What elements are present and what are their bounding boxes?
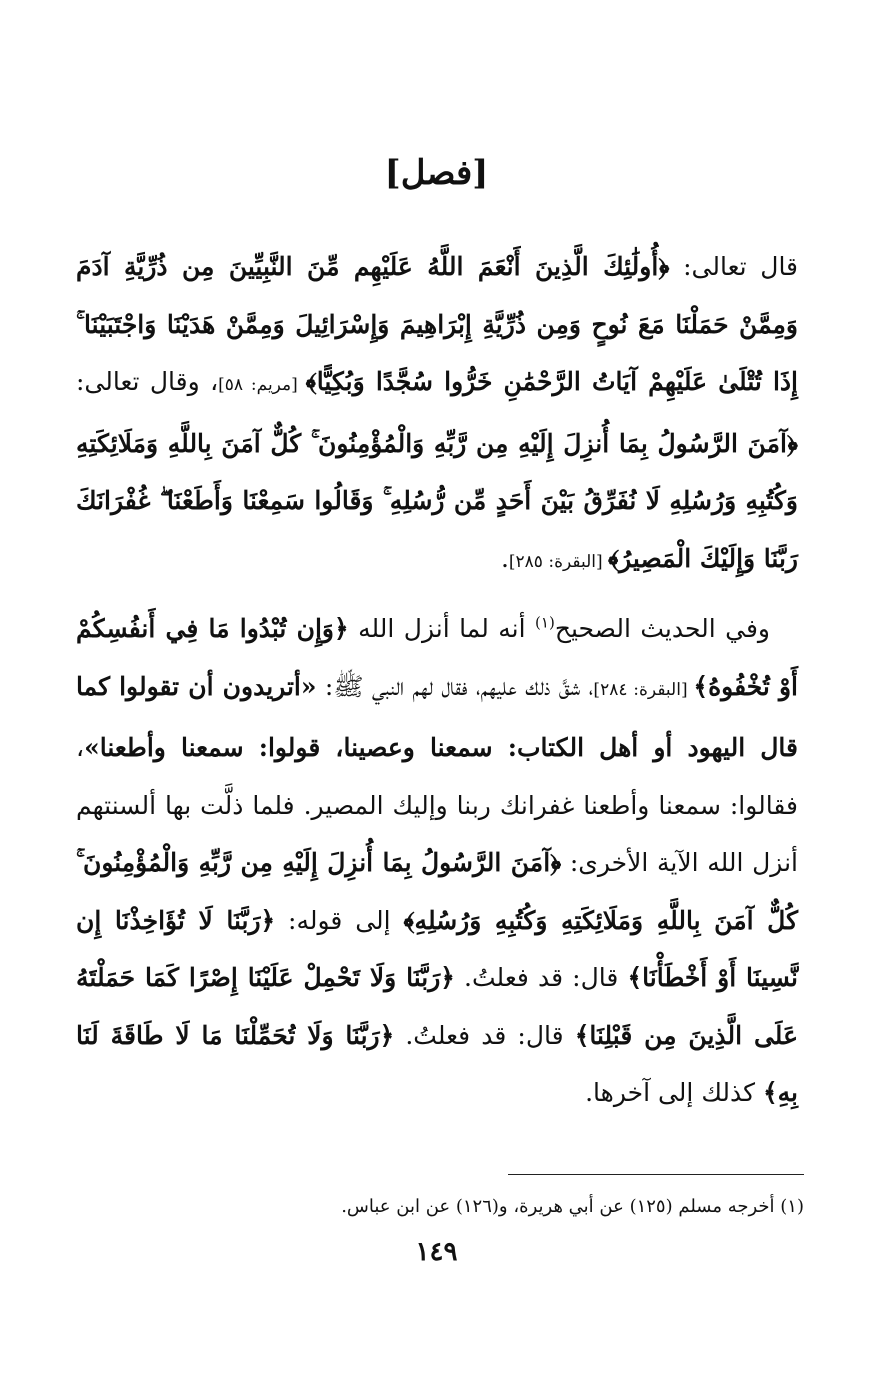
body-text: وفي الحديث الصحيح — [554, 614, 770, 643]
quran-verse-baqarah-286a: ﴿رَبَّنَا لَا تُؤَاخِذْنَا إِن نَّسِينَا أَوْ أَخْطَأْنَا﴾ — [76, 905, 798, 992]
quran-verse-baqarah-285: ﴿آمَنَ الرَّسُولُ بِمَا أُنزِلَ إِلَيْهِ مِن رَّبِّهِ وَالْمُؤْمِنُونَ ۚ كُلٌّ آمَنَ بِاللَّهِ وَمَلَائِكَتِهِ وَكُتُبِهِ وَرُسُلِهِ لَا نُفَرِّقُ بَيْنَ أَحَدٍ مِّن رُّسُلِهِ ۚ وَقَالُوا سَمِعْنَا وَأَطَعْنَا ۖ غُفْرَانَكَ رَبَّنَا وَإِلَيْكَ الْمَصِيرُ﴾ — [76, 428, 798, 573]
body-text: إلى قوله: — [275, 905, 404, 935]
quran-verse-maryam-58: ﴿أُولَٰئِكَ الَّذِينَ أَنْعَمَ اللَّهُ عَلَيْهِم مِّنَ النَّبِيِّينَ مِن ذُرِّيَّةِ آدَمَ وَمِمَّنْ حَمَلْنَا مَعَ نُوحٍ وَمِن ذُرِّيَّةِ إِبْرَاهِيمَ وَإِسْرَائِيلَ وَمِمَّنْ هَدَيْنَا وَاجْتَبَيْنَا ۚ إِذَا تُتْلَىٰ عَلَيْهِمْ آيَاتُ الرَّحْمَٰنِ خَرُّوا سُجَّدًا وَبُكِيًّا﴾ — [76, 252, 799, 396]
body-text: أنه لما أنزل الله — [348, 614, 536, 643]
body-text: ، شقَّ ذلك عليهم، فقال لهم النبي ﷺ: — [316, 671, 594, 701]
paragraph-2 — [76, 600, 798, 1122]
connector-text: ، وقال تعالى: — [76, 367, 219, 396]
quran-verse-baqarah-286c: ﴿رَبَّنَا وَلَا تُحَمِّلْنَا مَا لَا طَاقَةَ لَنَا بِهِ﴾ — [76, 1020, 798, 1107]
body-text: ، فقالوا: سمعنا وأطعنا غفرانك ربنا وإليك المصير. فلما ذلَّت بها ألسنتهم أنزل الله الآية الأخرى: — [76, 733, 798, 877]
verse-reference: [البقرة: ٢٨٥] — [508, 551, 609, 572]
footnote-divider — [508, 1174, 804, 1175]
quran-verse-baqarah-285-partial: ﴿آمَنَ الرَّسُولُ بِمَا أُنزِلَ إِلَيْهِ مِن رَّبِّهِ وَالْمُؤْمِنُونَ ۚ كُلٌّ آمَنَ بِاللَّهِ وَمَلَائِكَتِهِ وَكُتُبِهِ وَرُسُلِهِ﴾ — [76, 848, 798, 935]
hadith-quote: «أتريدون أن تقولوا كما قال اليهود أو أهل الكتاب: سمعنا وعصينا، قولوا: سمعنا وأطعنا» — [76, 671, 798, 762]
page-number: ١٤٩ — [415, 1237, 458, 1267]
verse-reference: [مريم: ٥٨] — [218, 375, 306, 395]
quran-verse-baqarah-286b: ﴿رَبَّنَا وَلَا تَحْمِلْ عَلَيْنَا إِصْرًا كَمَا حَمَلْتَهُ عَلَى الَّذِينَ مِن قَبْلِنَا﴾ — [76, 963, 798, 1050]
paragraph-1 — [76, 238, 798, 591]
footnote-marker[interactable]: (١) — [535, 613, 555, 632]
intro-text: قال تعالى: — [669, 252, 799, 281]
quran-verse-baqarah-284: ﴿وَإِن تُبْدُوا مَا فِي أَنفُسِكُمْ أَوْ تُخْفُوهُ﴾ — [76, 614, 798, 701]
section-heading: [فصل] — [384, 153, 489, 193]
verse-reference: [البقرة: ٢٨٤] — [593, 679, 694, 700]
footnote: (١) أخرجه مسلم (١٢٥) عن أبي هريرة، و(١٢٦) عن ابن عباس. — [341, 1196, 804, 1217]
body-text: قال: قد فعلتُ. — [454, 963, 628, 992]
period: . — [500, 543, 509, 573]
body-text: قال: قد فعلتُ. — [394, 1020, 575, 1050]
body-text: كذلك إلى آخرها. — [585, 1078, 763, 1107]
